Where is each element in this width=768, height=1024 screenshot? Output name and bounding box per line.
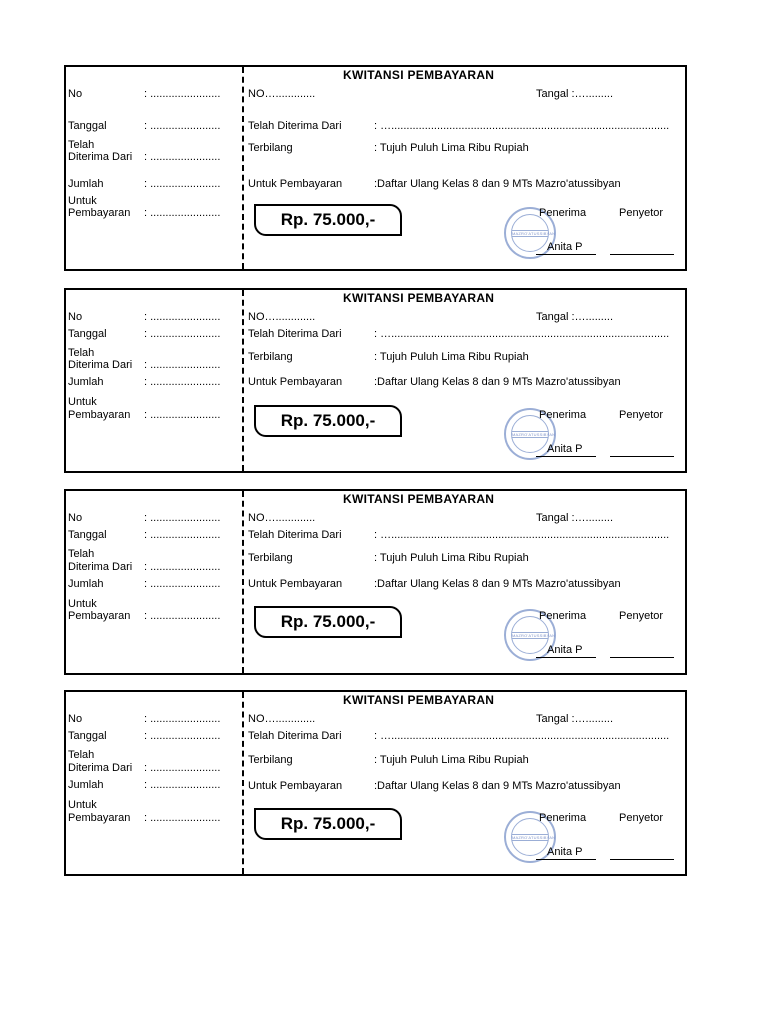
untuk-label-2: Pembayaran [68,409,131,421]
stamp-text: MAZRO'ATUSSIBYAN [512,231,556,236]
tanggal-value: : ....................... [144,328,221,340]
terbilang-value: : Tujuh Puluh Lima Ribu Rupiah [374,754,529,766]
tanggal-label: Tanggal [68,328,107,340]
penerima-label: Penerima [539,812,587,824]
receipt-2 [64,288,687,473]
receipt-date: Tangal :…......... [536,713,614,725]
untuk-label-1: Untuk [68,598,97,610]
penerima-signature-line [536,859,596,860]
telah-label-1: Telah [68,347,95,359]
untuk-value: : ....................... [144,207,221,219]
terbilang-label: Terbilang [248,142,293,154]
receipt-title: KWITANSI PEMBAYARAN [343,68,495,82]
penyetor-label: Penyetor [619,610,664,622]
stamp-text: MAZRO'ATUSSIBYAN [512,633,556,638]
telah-value: : ....................... [144,762,221,774]
payment-for-label: Untuk Pembayaran [248,376,343,388]
terbilang-label: Terbilang [248,351,293,363]
jumlah-label: Jumlah [68,376,104,388]
tear-line [242,290,244,471]
no-label: No [68,512,83,524]
no-label: No [68,88,83,100]
penerima-label: Penerima [539,610,587,622]
payment-for-label: Untuk Pembayaran [248,178,343,190]
telah-label-2: Diterima Dari [68,762,133,774]
terbilang-label: Terbilang [248,552,293,564]
receipt-title: KWITANSI PEMBAYARAN [343,291,495,305]
terbilang-label: Terbilang [248,754,293,766]
receipt-date: Tangal :…......... [536,311,614,323]
received-from-value: : …........................................................................................... [374,120,670,132]
jumlah-value: : ....................... [144,578,221,590]
terbilang-value: : Tujuh Puluh Lima Ribu Rupiah [374,142,529,154]
payment-for-value: :Daftar Ulang Kelas 8 dan 9 MTs Mazro'atussibyan [374,780,621,792]
stamp-text: MAZRO'ATUSSIBYAN [512,835,556,840]
payment-for-label: Untuk Pembayaran [248,780,343,792]
no-label: No [68,311,83,323]
penyetor-label: Penyetor [619,207,664,219]
penerima-signature-line [536,254,596,255]
receipt-number: NO…............. [248,88,316,100]
receipt-number: NO…............. [248,713,316,725]
untuk-label-1: Untuk [68,195,97,207]
penerima-signature-line [536,456,596,457]
payment-for-label: Untuk Pembayaran [248,578,343,590]
untuk-label-1: Untuk [68,799,97,811]
penyetor-signature-line [610,657,674,658]
amount-box: Rp. 75.000,- [254,204,402,236]
tanggal-value: : ....................... [144,529,221,541]
penyetor-label: Penyetor [619,812,664,824]
no-value: : ....................... [144,88,221,100]
telah-label-1: Telah [68,548,95,560]
untuk-label-2: Pembayaran [68,610,131,622]
untuk-value: : ....................... [144,610,221,622]
tanggal-label: Tanggal [68,730,107,742]
receipt-1 [64,65,687,271]
telah-value: : ....................... [144,561,221,573]
receipt-title: KWITANSI PEMBAYARAN [343,492,495,506]
receipt-title: KWITANSI PEMBAYARAN [343,693,495,707]
telah-label-2: Diterima Dari [68,359,133,371]
penerima-label: Penerima [539,207,587,219]
tear-line [242,692,244,874]
untuk-value: : ....................... [144,409,221,421]
penerima-name: Anita P [547,846,583,858]
penyetor-label: Penyetor [619,409,664,421]
penerima-label: Penerima [539,409,587,421]
tear-line [242,491,244,673]
received-from-label: Telah Diterima Dari [248,328,342,340]
telah-label-1: Telah [68,139,95,151]
tanggal-label: Tanggal [68,529,107,541]
payment-for-value: :Daftar Ulang Kelas 8 dan 9 MTs Mazro'atussibyan [374,178,621,190]
telah-value: : ....................... [144,151,221,163]
receipt-4 [64,690,687,876]
penyetor-signature-line [610,859,674,860]
no-value: : ....................... [144,512,221,524]
untuk-value: : ....................... [144,812,221,824]
penyetor-signature-line [610,254,674,255]
received-from-value: : …........................................................................................... [374,328,670,340]
penyetor-signature-line [610,456,674,457]
received-from-label: Telah Diterima Dari [248,730,342,742]
amount-box: Rp. 75.000,- [254,808,402,840]
received-from-value: : …........................................................................................... [374,730,670,742]
terbilang-value: : Tujuh Puluh Lima Ribu Rupiah [374,351,529,363]
telah-label-2: Diterima Dari [68,561,133,573]
tanggal-label: Tanggal [68,120,107,132]
untuk-label-1: Untuk [68,396,97,408]
jumlah-value: : ....................... [144,376,221,388]
telah-value: : ....................... [144,359,221,371]
tear-line [242,67,244,269]
received-from-label: Telah Diterima Dari [248,529,342,541]
received-from-value: : …........................................................................................... [374,529,670,541]
receipt-3 [64,489,687,675]
penerima-name: Anita P [547,443,583,455]
amount-box: Rp. 75.000,- [254,405,402,437]
jumlah-value: : ....................... [144,178,221,190]
terbilang-value: : Tujuh Puluh Lima Ribu Rupiah [374,552,529,564]
jumlah-label: Jumlah [68,578,104,590]
untuk-label-2: Pembayaran [68,207,131,219]
penerima-name: Anita P [547,241,583,253]
tanggal-value: : ....................... [144,120,221,132]
untuk-label-2: Pembayaran [68,812,131,824]
jumlah-label: Jumlah [68,779,104,791]
amount-box: Rp. 75.000,- [254,606,402,638]
jumlah-value: : ....................... [144,779,221,791]
penerima-name: Anita P [547,644,583,656]
payment-for-value: :Daftar Ulang Kelas 8 dan 9 MTs Mazro'atussibyan [374,376,621,388]
no-value: : ....................... [144,713,221,725]
no-value: : ....................... [144,311,221,323]
no-label: No [68,713,83,725]
telah-label-2: Diterima Dari [68,151,133,163]
stamp-text: MAZRO'ATUSSIBYAN [512,432,556,437]
tanggal-value: : ....................... [144,730,221,742]
receipt-number: NO…............. [248,512,316,524]
jumlah-label: Jumlah [68,178,104,190]
receipt-date: Tangal :…......... [536,88,614,100]
receipt-date: Tangal :…......... [536,512,614,524]
receipt-number: NO…............. [248,311,316,323]
telah-label-1: Telah [68,749,95,761]
penerima-signature-line [536,657,596,658]
payment-for-value: :Daftar Ulang Kelas 8 dan 9 MTs Mazro'atussibyan [374,578,621,590]
received-from-label: Telah Diterima Dari [248,120,342,132]
